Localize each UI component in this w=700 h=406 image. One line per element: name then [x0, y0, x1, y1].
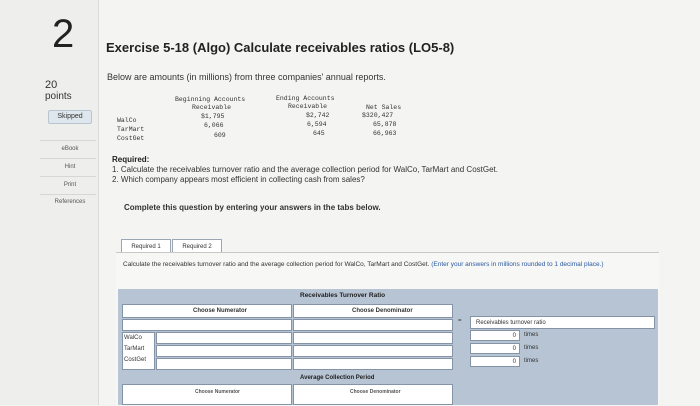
- denominator-input[interactable]: [293, 332, 453, 344]
- ending-value: 6,594: [307, 121, 327, 128]
- required-item-2: 2. Which company appears most efficient in collecting cash from sales?: [112, 175, 365, 184]
- company-name: CostGet: [117, 135, 145, 142]
- references-link[interactable]: References: [54, 199, 86, 205]
- ending-value: 645: [313, 130, 325, 137]
- net-sales-value: $320,427: [362, 112, 394, 119]
- required-header: Required:: [112, 155, 150, 164]
- points-block: [45, 80, 72, 102]
- row-label-walco: WalCo: [124, 335, 142, 341]
- net-sales-value: 65,878: [373, 121, 397, 128]
- row-label-tarmart: TarMart: [124, 346, 145, 352]
- sidebar-divider: [40, 140, 96, 141]
- numerator-label: Choose Numerator: [193, 308, 248, 314]
- status-badge: Skipped: [48, 110, 92, 124]
- numerator-input[interactable]: [156, 358, 292, 370]
- denominator-label: Choose Denominator: [350, 389, 401, 395]
- beginning-value: $1,795: [201, 113, 225, 120]
- denominator-header-cell: [293, 304, 453, 318]
- denominator-input[interactable]: [293, 345, 453, 357]
- result-value: 0: [512, 333, 516, 339]
- result-value-cell[interactable]: [470, 343, 520, 354]
- denominator-label: Choose Denominator: [352, 308, 413, 314]
- ending-value: $2,742: [306, 112, 330, 119]
- numerator-header-cell: [122, 384, 292, 405]
- denominator-input[interactable]: [293, 358, 453, 370]
- numerator-label: Choose Numerator: [195, 389, 241, 395]
- numerator-header-cell: [122, 304, 292, 318]
- points-value: 20: [45, 79, 58, 91]
- denominator-header-cell: [293, 384, 453, 405]
- tab-required-1[interactable]: Required 1: [121, 239, 171, 255]
- equals-sign: =: [458, 318, 462, 324]
- row-label-costget: CostGet: [124, 357, 147, 363]
- result-value: 0: [512, 359, 516, 365]
- result-value-cell[interactable]: [470, 330, 520, 341]
- panel-instruction: [123, 260, 653, 269]
- company-name: TarMart: [117, 126, 145, 133]
- sidebar-divider: [40, 176, 96, 177]
- section-title-turnover: Receivables Turnover Ratio: [300, 292, 386, 299]
- result-value-cell[interactable]: [470, 356, 520, 367]
- beginning-value: 6,066: [204, 122, 224, 129]
- panel-instruction-note: (Enter your answers in millions rounded to 1 decimal place.): [431, 261, 604, 268]
- equals-cell: [454, 304, 466, 338]
- print-link[interactable]: Print: [63, 182, 77, 188]
- result-header-cell: [470, 316, 655, 329]
- section-title-collection-period: Average Collection Period: [300, 375, 375, 381]
- result-unit: times: [524, 332, 539, 338]
- tab-required-2[interactable]: Required 2: [172, 239, 222, 255]
- numerator-input[interactable]: [156, 332, 292, 344]
- beginning-value: 609: [214, 132, 226, 139]
- points-label: points: [45, 91, 72, 102]
- question-number: 2: [52, 12, 75, 56]
- net-sales-value: 66,963: [373, 130, 397, 137]
- col-header-net-sales: Net Sales: [366, 104, 402, 111]
- numerator-input[interactable]: [156, 345, 292, 357]
- required-item-1: 1. Calculate the receivables turnover ratio and the average collection period for WalCo, TarMart and CostGet.: [112, 165, 498, 174]
- ebook-link[interactable]: eBook: [61, 146, 79, 152]
- result-label: Receivables turnover ratio: [476, 320, 546, 326]
- hint-link[interactable]: Hint: [64, 164, 76, 170]
- col-header-beginning-1: Beginning Accounts: [175, 96, 246, 103]
- exercise-intro: Below are amounts (in millions) from three companies' annual reports.: [107, 72, 386, 82]
- company-name: WalCo: [117, 117, 137, 124]
- sidebar-divider: [40, 194, 96, 195]
- result-unit: times: [524, 345, 539, 351]
- numerator-input[interactable]: [122, 319, 292, 331]
- complete-instruction: Complete this question by entering your answers in the tabs below.: [124, 203, 381, 212]
- denominator-input[interactable]: [293, 319, 453, 331]
- exercise-title: Exercise 5-18 (Algo) Calculate receivables ratios (LO5-8): [106, 40, 455, 55]
- result-unit: times: [524, 358, 539, 364]
- col-header-beginning-2: Receivable: [192, 104, 232, 111]
- result-value: 0: [512, 346, 516, 352]
- col-header-ending-2: Receivable: [288, 103, 328, 110]
- panel-instruction-text: Calculate the receivables turnover ratio and the average collection period for WalCo, TarMart and CostGet.: [123, 261, 430, 268]
- sidebar-divider: [40, 158, 96, 159]
- col-header-ending-1: Ending Accounts: [276, 95, 335, 102]
